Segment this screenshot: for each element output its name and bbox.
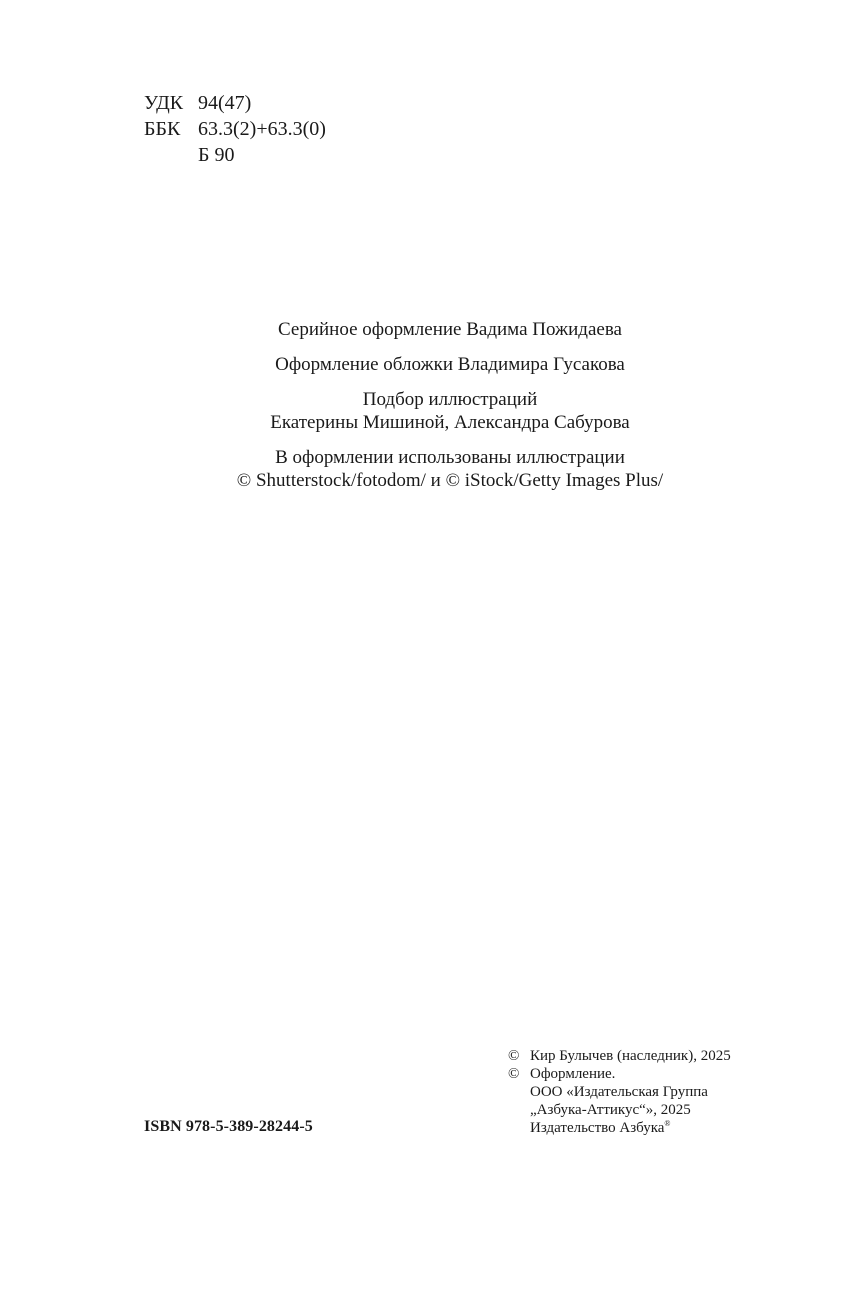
copyright-line: „Азбука-Аттикус“», 2025 [530,1102,691,1118]
illustration-selection-credit [0,388,856,434]
classification-block [144,90,326,168]
copyright-entry-design [508,1065,731,1137]
copyright-line: Оформление. [530,1066,616,1082]
credit-line: Оформление обложки Владимира Гусакова [275,354,625,375]
illustration-sources-credit [0,446,856,492]
cover-design-credit [0,353,856,376]
credit-line: Екатерины Мишиной, Александра Сабурова [270,412,630,433]
udk-label: УДК [144,92,184,114]
author-mark-row [144,142,326,168]
registered-mark: ® [664,1119,671,1128]
bbk-value: 63.3(2)+63.3(0) [198,118,326,140]
publisher-name: Издательство Азбука [530,1120,665,1136]
copyright-line: ООО «Издательская Группа [530,1084,708,1100]
credit-line: © Shutterstock/fotodom/ и © iStock/Getty Images Plus/ [236,470,664,491]
copyright-block [508,1047,731,1137]
bbk-row [144,116,326,142]
copyright-entry-author [508,1047,731,1065]
isbn: ISBN 978-5-389-28244-5 [144,1118,313,1135]
copyright-symbol: © [508,1066,520,1082]
udk-value: 94(47) [198,92,252,114]
credits-block [0,318,856,504]
udk-row [144,90,326,116]
credit-line: Подбор иллюстраций [362,389,538,410]
publisher-line [530,1119,708,1137]
credit-line: В оформлении использованы иллюстрации [275,447,625,468]
bbk-label: ББК [144,118,181,140]
credit-line: Серийное оформление Вадима Пожидаева [278,319,622,340]
author-mark: Б 90 [198,144,235,166]
copyright-line: Кир Булычев (наследник), 2025 [530,1048,731,1064]
copyright-symbol: © [508,1048,520,1064]
series-design-credit [0,318,856,341]
